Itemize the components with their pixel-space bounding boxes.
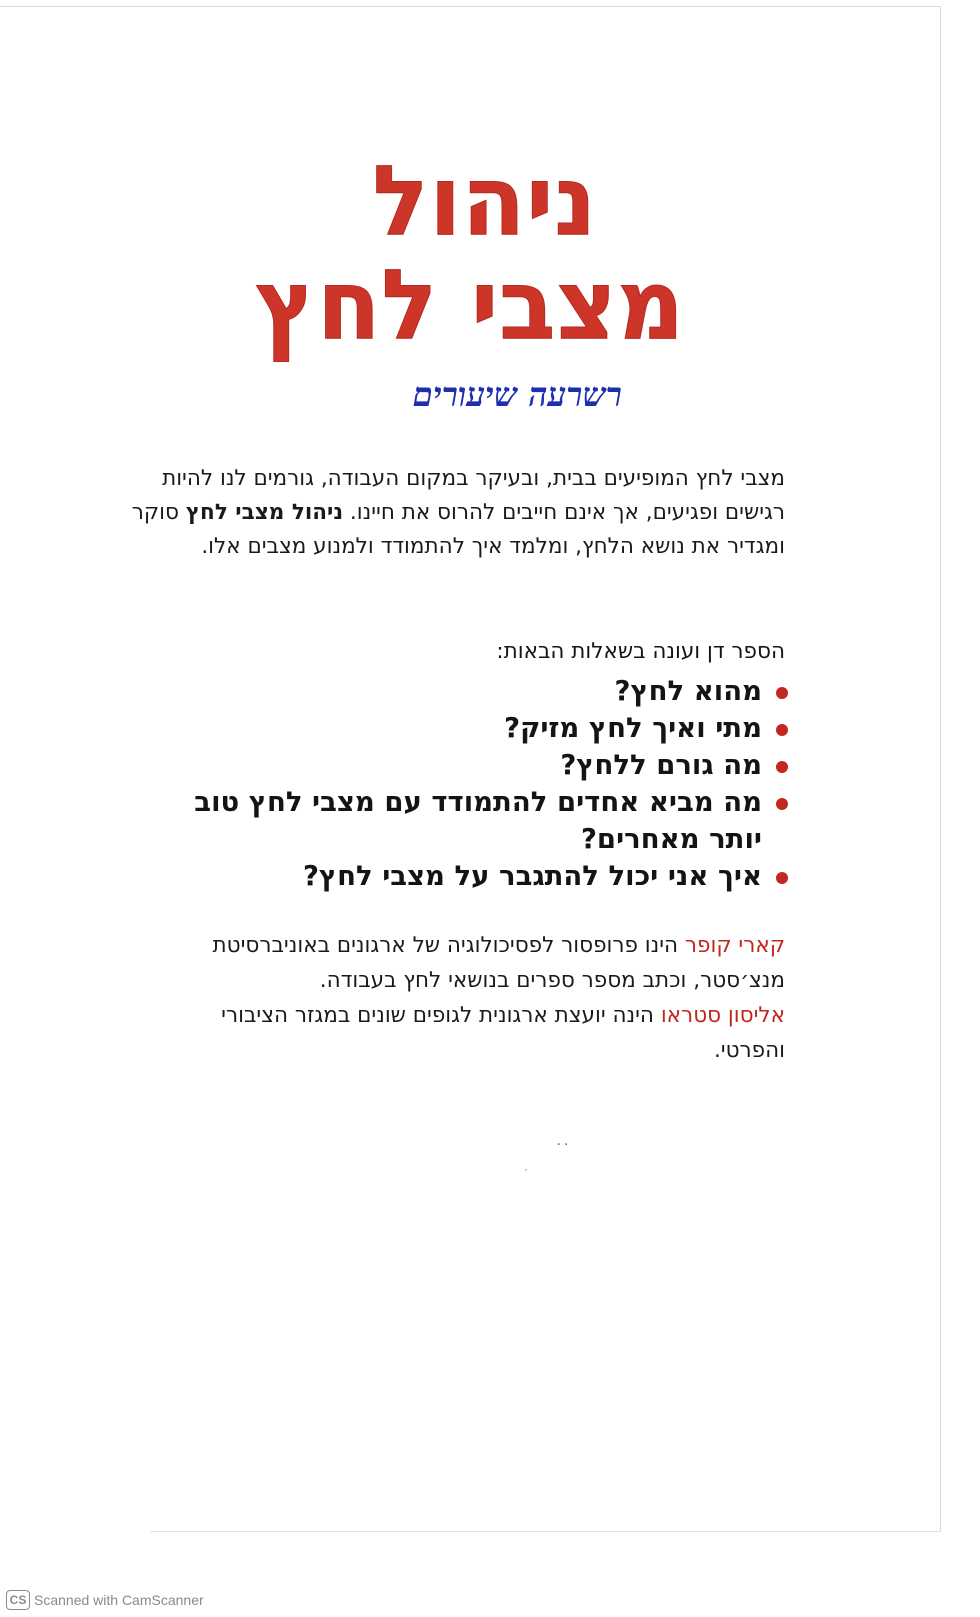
scan-edge-right — [940, 6, 941, 1531]
question-text: מהוא לחץ? — [614, 675, 762, 707]
scan-edge-top — [0, 6, 940, 7]
author2-name: אליסון סטראו — [660, 1003, 785, 1028]
scan-edge-bottom — [150, 1531, 941, 1532]
bullet-icon — [776, 761, 788, 773]
camscanner-watermark — [6, 1590, 204, 1610]
scan-speck: · — [524, 1163, 528, 1177]
bullet-icon — [776, 872, 788, 884]
list-item — [148, 858, 788, 895]
question-text: מה מביא אחדים להתמודד עם מצבי לחץ טוב יותר מאחרים? — [194, 786, 762, 855]
question-text: מתי ואיך לחץ מזיק? — [504, 712, 762, 744]
blurb-text-start: מצבי לחץ המופיעים בבית, ובעיקר במקום העבודה, גורמים לנו להיות רגישים ופגיעים, אך אינם חייבים להרוס את חיינו. — [162, 466, 785, 525]
blurb-book-title: ניהול מצבי לחץ — [185, 500, 344, 525]
list-item — [148, 710, 788, 747]
scan-speck: ٠٠ — [555, 1136, 571, 1152]
camscanner-logo-icon: CS — [6, 1590, 30, 1610]
author1-text: הינו פרופסור לפסיכולוגיה של ארגונים באוניברסיטת מנצ׳סטר, וכתב מספר ספרים בנושאי לחץ בעבודה. — [212, 933, 785, 993]
list-item — [148, 747, 788, 784]
author-name: רשרעה שיעורים — [412, 375, 622, 414]
list-item — [148, 673, 788, 710]
watermark-text: Scanned with CamScanner — [34, 1592, 204, 1608]
author2-bio — [145, 998, 785, 1068]
book-title-line-2: מצבי לחץ — [255, 249, 685, 362]
blurb-paragraph — [125, 462, 785, 564]
bullet-icon — [776, 724, 788, 736]
book-title-line-1: ניהול — [372, 145, 597, 258]
questions-intro: הספר דן ועונה בשאלות הבאות: — [496, 639, 785, 664]
author2-text: הינה יועצת ארגונית לגופים שונים במגזר הציבורי והפרטי. — [221, 1003, 785, 1063]
question-text: מה גורם ללחץ? — [560, 749, 762, 781]
bullet-icon — [776, 687, 788, 699]
author1-bio — [145, 928, 785, 998]
question-text: איך אני יכול להתגבר על מצבי לחץ? — [302, 860, 762, 892]
blurb-text-end: סוקר ומגדיר את נושא הלחץ, ומלמד איך להתמודד ולמנוע מצבים אלו. — [131, 500, 785, 559]
authors-bio — [145, 928, 785, 1068]
questions-list — [148, 673, 788, 895]
list-item — [148, 784, 788, 858]
author1-name: קארי קופר — [684, 933, 785, 958]
bullet-icon — [776, 798, 788, 810]
